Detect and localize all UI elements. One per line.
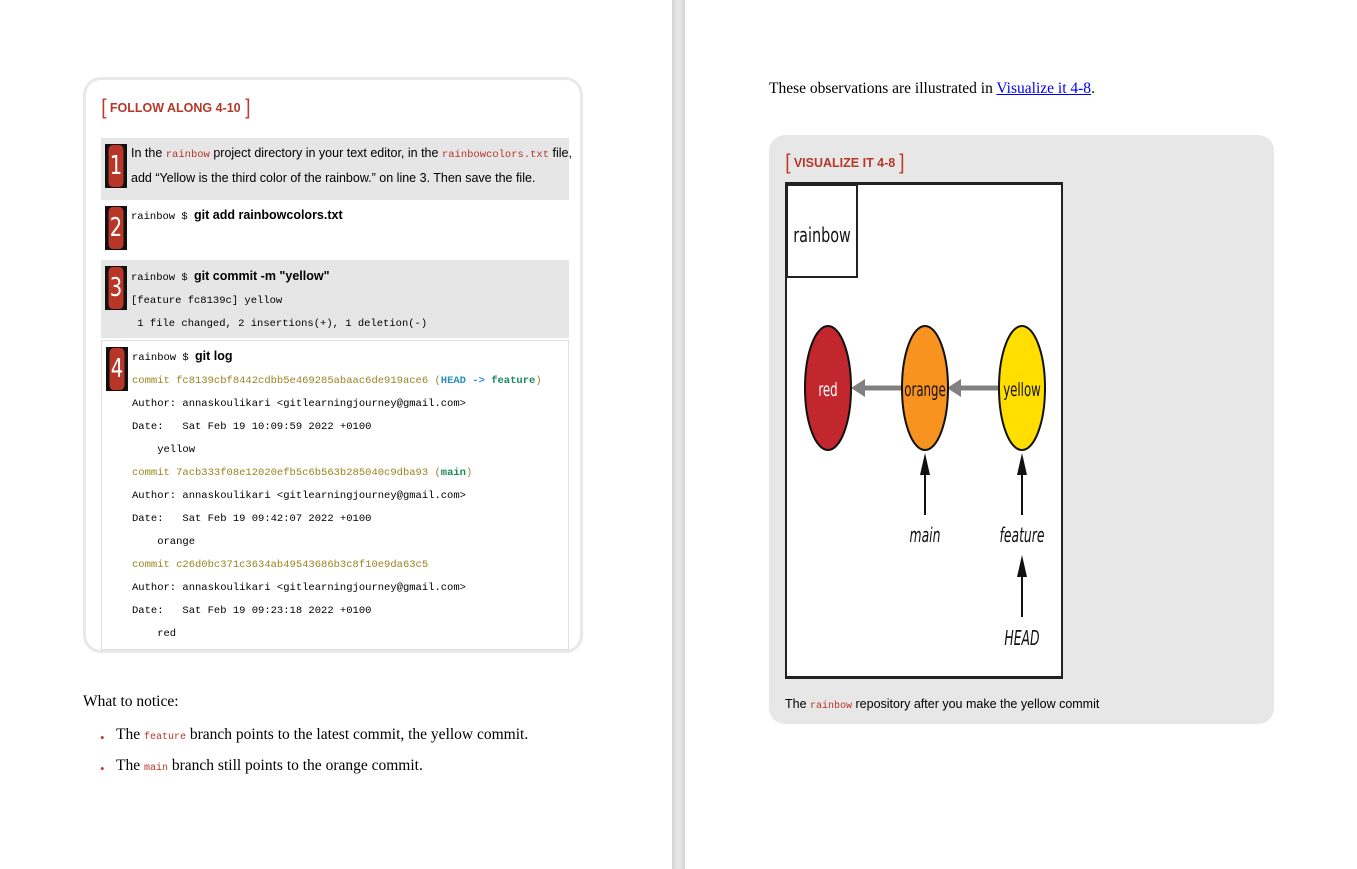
- text: In the: [131, 146, 166, 160]
- text: The: [785, 697, 811, 711]
- visualize-title: [785, 152, 905, 173]
- feature-pointer-label: feature: [999, 523, 1045, 547]
- branch-ref: main: [440, 467, 466, 479]
- git-command: git add rainbowcolors.txt: [194, 208, 343, 222]
- commit-message: red: [132, 628, 177, 640]
- step-3: [101, 260, 569, 338]
- commit-author: Author: annaskoulikari <gitlearningjourney@gmail.com>: [132, 398, 466, 410]
- ref-paren: ): [465, 467, 473, 479]
- arrowhead-icon: [1017, 453, 1027, 475]
- step-4-content: [132, 345, 562, 646]
- commit-hash: commit c26d0bc371c3634ab49543686b3c8f10e9da63c5: [132, 559, 429, 571]
- git-command: git commit -m "yellow": [194, 269, 330, 283]
- visualize-title-text: VISUALIZE IT 4-8: [793, 155, 896, 170]
- bracket-open: [: [101, 96, 107, 119]
- step-number-badge: [106, 347, 128, 391]
- repo-label: rainbow: [793, 224, 851, 248]
- text: repository after you make the yellow commit: [852, 697, 1100, 711]
- observations-paragraph: [769, 80, 1095, 98]
- text: branch points to the latest commit, the yellow commit.: [186, 726, 529, 743]
- text: The: [116, 726, 144, 743]
- command-line: [131, 204, 563, 229]
- branch-ref: feature: [491, 375, 536, 387]
- text: branch still points to the orange commit.: [168, 757, 423, 774]
- text: The: [116, 757, 144, 774]
- arrowhead-icon: [1017, 555, 1027, 577]
- bracket-close: ]: [899, 151, 905, 174]
- follow-along-box: [83, 77, 583, 653]
- notice-list: [100, 726, 528, 788]
- step-number: 3: [109, 267, 124, 309]
- follow-along-title: [101, 97, 250, 118]
- commit-author: Author: annaskoulikari <gitlearningjourney@gmail.com>: [132, 582, 466, 594]
- notice-item: [100, 726, 528, 757]
- commit-author: Author: annaskoulikari <gitlearningjourney@gmail.com>: [132, 490, 466, 502]
- repository-diagram: [785, 182, 1063, 679]
- commit-date: Date: Sat Feb 19 09:23:18 2022 +0100: [132, 605, 372, 617]
- step-number-badge: [105, 144, 127, 188]
- commit-message: yellow: [132, 444, 196, 456]
- command-output: 1 file changed, 2 insertions(+), 1 deletion(-): [131, 318, 428, 330]
- commit-label-red: red: [818, 377, 838, 401]
- arrowhead-icon: [947, 379, 961, 397]
- commit-label-yellow: yellow: [1003, 377, 1041, 401]
- shell-prompt: rainbow $: [131, 272, 195, 284]
- commit-message: orange: [132, 536, 196, 548]
- head-ref: HEAD: [440, 375, 466, 387]
- step-2-content: [131, 204, 563, 229]
- step-1-line-1: [131, 142, 572, 167]
- inline-code: rainbowcolors.txt: [441, 149, 550, 161]
- shell-prompt: rainbow $: [132, 352, 196, 364]
- inline-code: rainbow: [810, 701, 853, 712]
- step-number: 1: [109, 145, 124, 187]
- inline-code: rainbow: [165, 149, 210, 161]
- visualize-box: [769, 135, 1274, 724]
- arrowhead-icon: [851, 379, 865, 397]
- text: These observations are illustrated in: [769, 80, 997, 97]
- step-2: [101, 200, 569, 260]
- bullet-icon: •: [100, 761, 105, 776]
- bullet-icon: •: [100, 730, 105, 745]
- step-number-badge: [105, 206, 127, 250]
- step-3-content: [131, 265, 563, 336]
- step-1: [101, 138, 572, 200]
- git-command: git log: [195, 349, 233, 363]
- command-line: [131, 265, 563, 290]
- text: .: [1091, 80, 1095, 97]
- shell-prompt: rainbow $: [131, 211, 195, 223]
- step-number: 4: [110, 348, 125, 390]
- commit-hash: commit 7acb333f08e12020efb5c6b563b285040c9dba93: [132, 467, 429, 479]
- step-number: 2: [109, 207, 124, 249]
- step-1-content: [131, 142, 572, 190]
- inline-code: main: [143, 763, 168, 774]
- step-1-line-2: add “Yellow is the third color of the rainbow.” on line 3. Then save the file.: [131, 171, 536, 185]
- commit-label-orange: orange: [904, 377, 946, 401]
- notice-item: [100, 757, 528, 788]
- text: file,: [549, 146, 572, 160]
- commit-hash: commit fc8139cbf8442cdbb5e469285abaac6de919ace6: [132, 375, 429, 387]
- bracket-close: ]: [244, 96, 251, 119]
- command-line: [132, 345, 562, 370]
- inline-code: feature: [143, 732, 186, 743]
- diagram-caption: [785, 697, 1099, 712]
- text: project directory in your text editor, in the: [209, 146, 442, 160]
- ref-paren: (: [428, 375, 441, 387]
- commit-line: [132, 370, 562, 393]
- page-divider: [672, 0, 685, 869]
- bracket-open: [: [785, 151, 791, 174]
- visualize-link[interactable]: Visualize it 4-8: [996, 80, 1092, 97]
- step-4: [101, 340, 569, 650]
- notice-heading: What to notice:: [83, 693, 179, 710]
- head-pointer-label: HEAD: [1004, 626, 1040, 650]
- commit-date: Date: Sat Feb 19 09:42:07 2022 +0100: [132, 513, 372, 525]
- follow-along-title-text: FOLLOW ALONG 4-10: [109, 100, 241, 115]
- main-pointer-label: main: [909, 523, 941, 547]
- ref-paren: ): [535, 375, 542, 387]
- ref-arrow: ->: [465, 375, 492, 387]
- commit-line: [132, 462, 562, 485]
- command-output: [feature fc8139c] yellow: [131, 295, 283, 307]
- commit-date: Date: Sat Feb 19 10:09:59 2022 +0100: [132, 421, 372, 433]
- step-number-badge: [105, 266, 127, 310]
- arrowhead-icon: [920, 453, 930, 475]
- commit-graph: [787, 185, 1061, 676]
- ref-paren: (: [428, 467, 441, 479]
